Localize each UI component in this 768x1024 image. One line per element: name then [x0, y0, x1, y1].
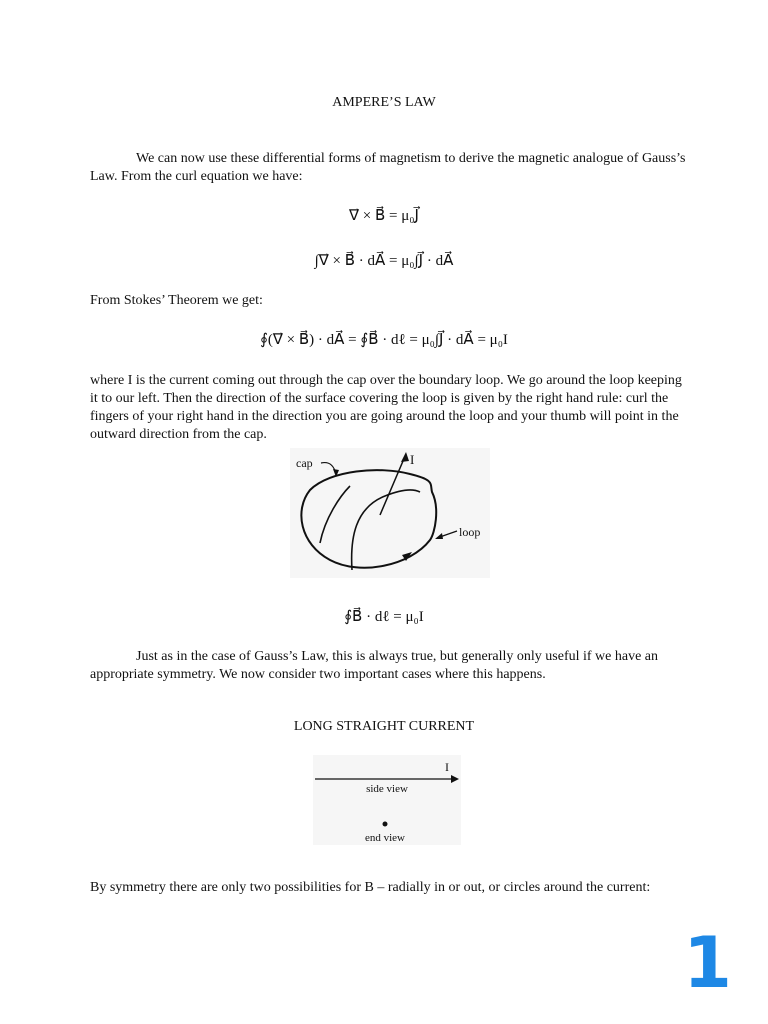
- end-view-label: end view: [364, 832, 406, 844]
- page-number: 1: [683, 922, 732, 1004]
- straight-wire-figure: [313, 755, 461, 845]
- equation-integral: ∫∇⃗ × B⃗ · dA⃗ = μ₀∫J⃗ · dA⃗: [314, 253, 454, 269]
- figure-background: [290, 448, 490, 578]
- loop-label: loop: [459, 525, 481, 539]
- wire-current-label: I: [445, 760, 449, 774]
- cap-label: cap: [296, 456, 313, 470]
- symmetry-paragraph: By symmetry there are only two possibilities for B – radially in or out, or circles around the current:: [90, 880, 651, 895]
- page-title: AMPERE’S LAW: [332, 95, 436, 110]
- section-title: LONG STRAIGHT CURRENT: [293, 719, 475, 734]
- gauss-paragraph: Just as in the case of Gauss’s Law, this is always true, but generally only useful if we have an appropriate symmetry. We now consider two important cases where this happens.: [90, 649, 659, 682]
- intro-paragraph: We can now use these differential forms of magnetism to derive the magnetic analogue of Gauss’s Law. From the curl equation we have:: [90, 151, 686, 184]
- stokes-intro: From Stokes’ Theorem we get:: [90, 293, 263, 308]
- explanation-paragraph: where I is the current coming out through the cap over the boundary loop. We go around the loop keeping it to our left. Then the direction of the surface covering the loop is given by the right hand rule: curl the fingers of your right hand in the direction you are going around the loop and your thumb will point in the outward direction from the cap.: [90, 373, 682, 442]
- equation-ampere: ∮B⃗ · dℓ = μ₀I: [344, 609, 424, 625]
- cap-loop-figure: [290, 448, 490, 578]
- equation-stokes: ∮(∇⃗ × B⃗) · dA⃗ = ∮B⃗ · dℓ = μ₀∫J⃗ · dA⃗ = μ₀I: [260, 332, 508, 348]
- side-view-label: side view: [366, 783, 408, 795]
- current-label: I: [410, 452, 415, 467]
- equation-curl: ∇⃗ × B⃗ = μ₀J⃗: [349, 208, 419, 224]
- end-view-dot: [383, 822, 388, 827]
